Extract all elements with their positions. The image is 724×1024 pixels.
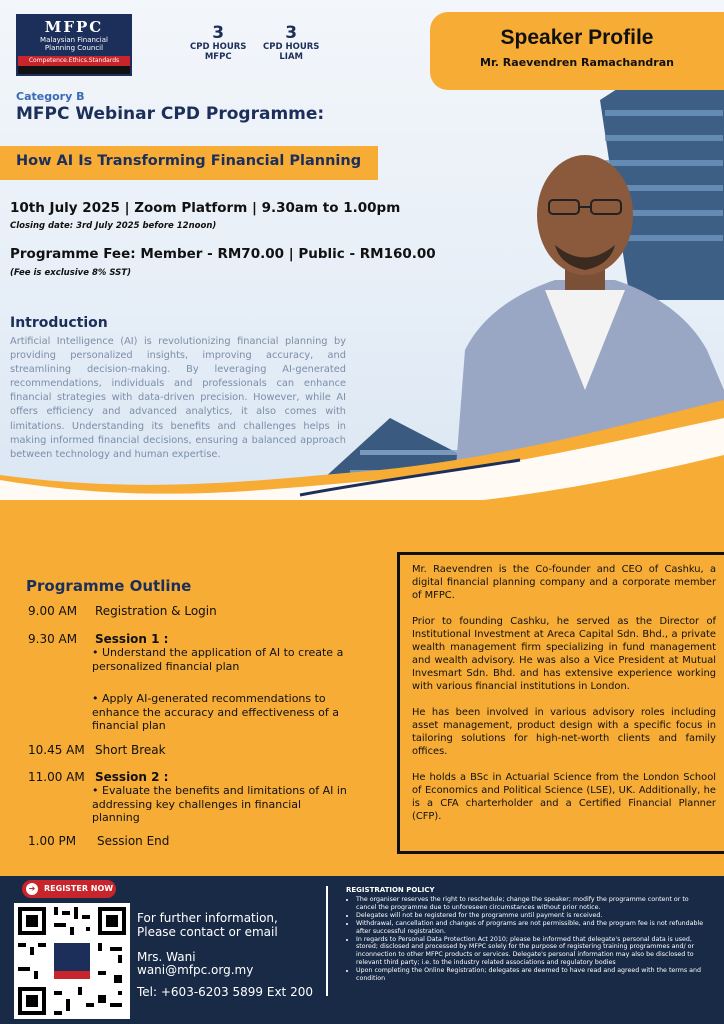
fee-note: (Fee is exclusive 8% SST) (10, 268, 131, 278)
flyer-page: MFPC Malaysian Financial Planning Council Competence.Ethics.Standards 3 CPD HOURS MFPC 3 CPD HOURS LIAM Speaker Profile Mr. Raevendren Ramachandran Category B MFPC Webinar CPD Programme: How AI Is Transforming Financial Planning 10th July 2025 | Zoom Platform | 9.30am to 1.00pm Closing date: 3rd July 2025 before 12noon) Programme Fee: Member - RM70.00 | Public - RM160.00 (Fee is exclusive 8% SST) Introduction Artificial Intelligence (AI) is revolutionizing financial planning by providing personalized insights, improving accuracy, and streamlining decision-making. By leveraging AI-generated recommendations, individuals and professionals can enhance financial strategies with data-driven precision. However, while AI offers efficiency and advanced analytics, it also comes with limitations. Understanding its benefits and challenges helps in making informed financial decisions, ensuring a balanced approach between technology and human expertise. Programme Outline 9.00 AM Registration & Login 9.30 AM Session 1 : • Understand the application of AI to create a personalized financial plan • Apply AI-generated recommendations to enhance the accuracy and effectiveness of a financial plan 10.45 AM Short Break 11.00 AM Session 2 : • Evaluate the benefits and limitations of AI in addressing key challenges in financial planning 1.00 PM Session End Mr. Raevendren is the Co-founder and CEO of Cashku, a digital financial planning company and a corporate member of MFPC. Prior to founding Cashku, he served as the Director of Institutional Investment at Areca Capital Sdn. Bhd., a private wealth management firm specializing in fund management and wealth advisory. He was also a Vice President at Mutual Invesmart Sdn. Bhd. and has extensive experience working with various financial institutions in London. He has been involved in various advisory roles including asset management, product design with a specific focus in tailoring solutions for high-net-worth clients and family offices. He holds a BSc in Actuarial Science from the London School of Economics and Political Science (LSE), UK. Additionally, he is a CFA charterholder and a Certified Financial Planner (CFP). ➜ REGISTER NOW For further information, Please contact or email Mrs. Wani wani@mfpc.org.my Tel: +603-6203 5899 Ext 200 REGISTRATION POLICY • The organiser reserves the right to reschedule; change the speaker; modify the programme content or to cancel the programme due to unforeseen circumstances without prior notice. • Delegates will not be registered for the programme until payment is received. • Withdrawal, cancellation and changes of programs are not permissible, and the program fee is not refundable after successful registration. • In regards to Personal Data Protection Act 2010; please be informed that delegate's personal data is used, stored; disclosed and processed by MFPC solely for the purpose of registering training programmes and/ or inconnection to other MFPC products or services. Delegate's personal information may also be disclosed to relevant third party; i.e. to the industry related associations and regulatory bodies • Upon completing the Online Registration; delegates are deemed to have read and agreed with the terms and condition (0, 0, 724, 1024)
register-now-button[interactable]: ➜ REGISTER NOW (22, 880, 116, 898)
list-item: • Evaluate the benefits and limitations of AI in addressing key challenges in financial planning (92, 784, 347, 824)
intro-text: Artificial Intelligence (AI) is revolutionizing financial planning by providing personalized insights, improving accuracy, and streamlining decision-making. By leveraging AI-generated recommendations, individuals and professionals can enhance financial strategies with data-driven precision. However, while AI offers efficiency and advanced analytics, it also comes with limitations. Understanding its benefits and challenges helps in making informed financial decisions, ensuring a balanced approach between technology and human expertise. (10, 336, 346, 460)
speaker-bio: Mr. Raevendren is the Co-founder and CEO of Cashku, a digital financial planning company and a corporate member of MFPC. Prior to founding Cashku, he served as the Director of Institutional Investment at Areca Capital Sdn. Bhd., a private wealth management firm specializing in fund management and wealth advisory. He was also a Vice President at Mutual Invesmart Sdn. Bhd. and has extensive experience working with various financial institutions in London. He has been involved in various advisory roles including asset management, product design with a specific focus in tailoring solutions for high-net-worth clients and family offices. He holds a BSc in Actuarial Science from the London School of Economics and Political Science (LSE), UK. Additionally, he is a CFA charterholder and a Certified Financial Planner (CFP). (397, 552, 724, 854)
webinar-title: How AI Is Transforming Financial Planning (16, 153, 362, 169)
outline-heading: Programme Outline (26, 577, 192, 595)
registration-policy-list: • The organiser reserves the right to reschedule; change the speaker; modify the programme content or to cancel the programme due to unforeseen circumstances without prior notice. • Delegates will not be registered for the programme until payment is received. • Withdrawal, cancellation and changes of programs are not permissible, and the program fee is not refundable after successful registration. • In regards to Personal Data Protection Act 2010; please be informed that delegate's personal data is used, stored; disclosed and processed by MFPC solely for the purpose of registering training programmes and/ or inconnection to other MFPC products or services. Delegate's personal information may also be disclosed to relevant third party; i.e. to the industry related associations and regulatory bodies • Upon completing the Online Registration; delegates are deemed to have read and agreed with the terms and condition (346, 896, 708, 983)
speaker-heading: Speaker Profile (500, 26, 654, 49)
event-date-line: 10th July 2025 | Zoom Platform | 9.30am to 1.00pm (10, 200, 401, 216)
contact-name: Mrs. Wani (137, 950, 196, 964)
qr-code[interactable] (14, 903, 130, 1019)
list-item: • Understand the application of AI to create a personalized financial plan (92, 646, 344, 673)
programme-title: MFPC Webinar CPD Programme: (16, 104, 325, 124)
footer-divider (326, 886, 328, 996)
webinar-title-band (0, 146, 378, 180)
contact-email[interactable]: wani@mfpc.org.my (137, 963, 254, 977)
cpd-hours-liam: 3 CPD HOURS LIAM (263, 23, 320, 62)
category-label: Category B (16, 90, 85, 103)
contact-info-line1: For further information, (137, 911, 278, 925)
speaker-profile-box (430, 12, 724, 90)
closing-date: Closing date: 3rd July 2025 before 12noon) (10, 221, 217, 231)
speaker-name: Mr. Raevendren Ramachandran (480, 56, 674, 69)
contact-phone[interactable]: Tel: +603-6203 5899 Ext 200 (137, 985, 313, 999)
intro-heading: Introduction (10, 315, 108, 331)
list-item: • Apply AI-generated recommendations to enhance the accuracy and effectiveness of a financial plan (92, 692, 339, 732)
arrow-right-icon: ➜ (26, 883, 38, 895)
programme-fee: Programme Fee: Member - RM70.00 | Public - RM160.00 (10, 246, 436, 262)
registration-policy-heading: REGISTRATION POLICY (346, 886, 435, 894)
contact-info-line2: Please contact or email (137, 925, 278, 939)
cpd-hours-mfpc: 3 CPD HOURS MFPC (190, 23, 247, 62)
mfpc-logo: MFPC Malaysian Financial Planning Council Competence.Ethics.Standards (16, 14, 132, 76)
